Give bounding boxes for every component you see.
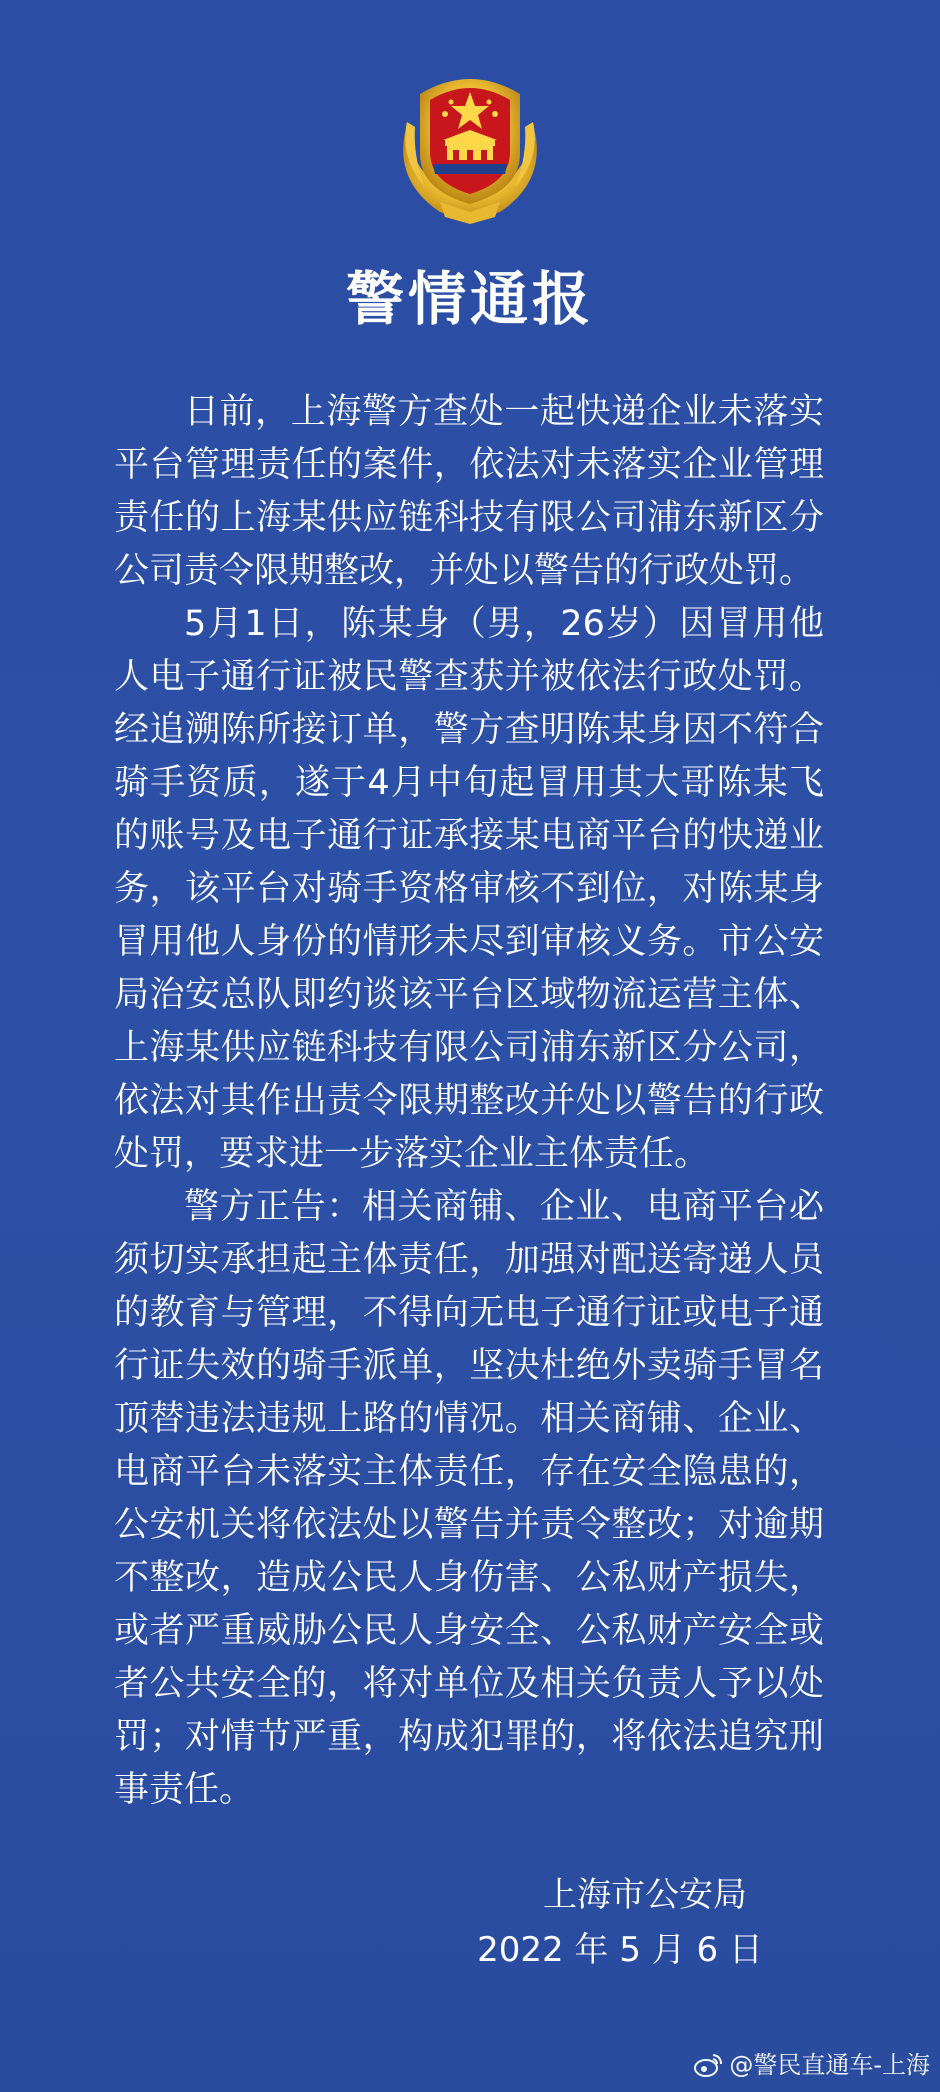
weibo-icon: [693, 2052, 723, 2078]
paragraph-case-summary: 日前，上海警方查处一起快递企业未落实平台管理责任的案件，依法对未落实企业管理责任的上海某供应链科技有限公司浦东新区分公司责令限期整改，并处以警告的行政处罚。: [114, 392, 824, 591]
notice-body: [114, 386, 824, 1817]
police-emblem-icon: [385, 62, 555, 232]
signature-block: [470, 1868, 770, 1978]
paragraph-case-details: 5月1日，陈某身（男，26岁）因冒用他人电子通行证被民警查获并被依法行政处罚。经追溯陈所接订单，警方查明陈某身因不符合骑手资质，遂于4月中旬起冒用其大哥陈某飞的账号及电子通行证承接某电商平台的快递业务，该平台对骑手资格审核不到位，对陈某身冒用他人身份的情形未尽到审核义务。市公安局治安总队即约谈该平台区域物流运营主体、上海某供应链科技有限公司浦东新区分公司，依法对其作出责令限期整改并处以警告的行政处罚，要求进一步落实企业主体责任。: [114, 604, 824, 1174]
paragraph-police-warning: 警方正告：相关商铺、企业、电商平台必须切实承担起主体责任，加强对配送寄递人员的教育与管理，不得向无电子通行证或电子通行证失效的骑手派单，坚决杜绝外卖骑手冒名顶替违法违规上路的情况。相关商铺、企业、电商平台未落实主体责任，存在安全隐患的，公安机关将依法处以警告并责令整改；对逾期不整改，造成公民人身伤害、公私财产损失，或者严重威胁公民人身安全、公私财产安全或者公共安全的，将对单位及相关负责人予以处罚；对情节严重，构成犯罪的，将依法追究刑事责任。: [114, 1187, 824, 1810]
watermark-account: @警民直通车-上海: [729, 2051, 930, 2079]
weibo-watermark: [693, 2050, 930, 2080]
issue-date: 2022 年 5 月 6 日: [477, 1930, 763, 1970]
notice-title: 警情通报: [345, 265, 594, 333]
issuing-organization: 上海市公安局: [543, 1875, 747, 1915]
